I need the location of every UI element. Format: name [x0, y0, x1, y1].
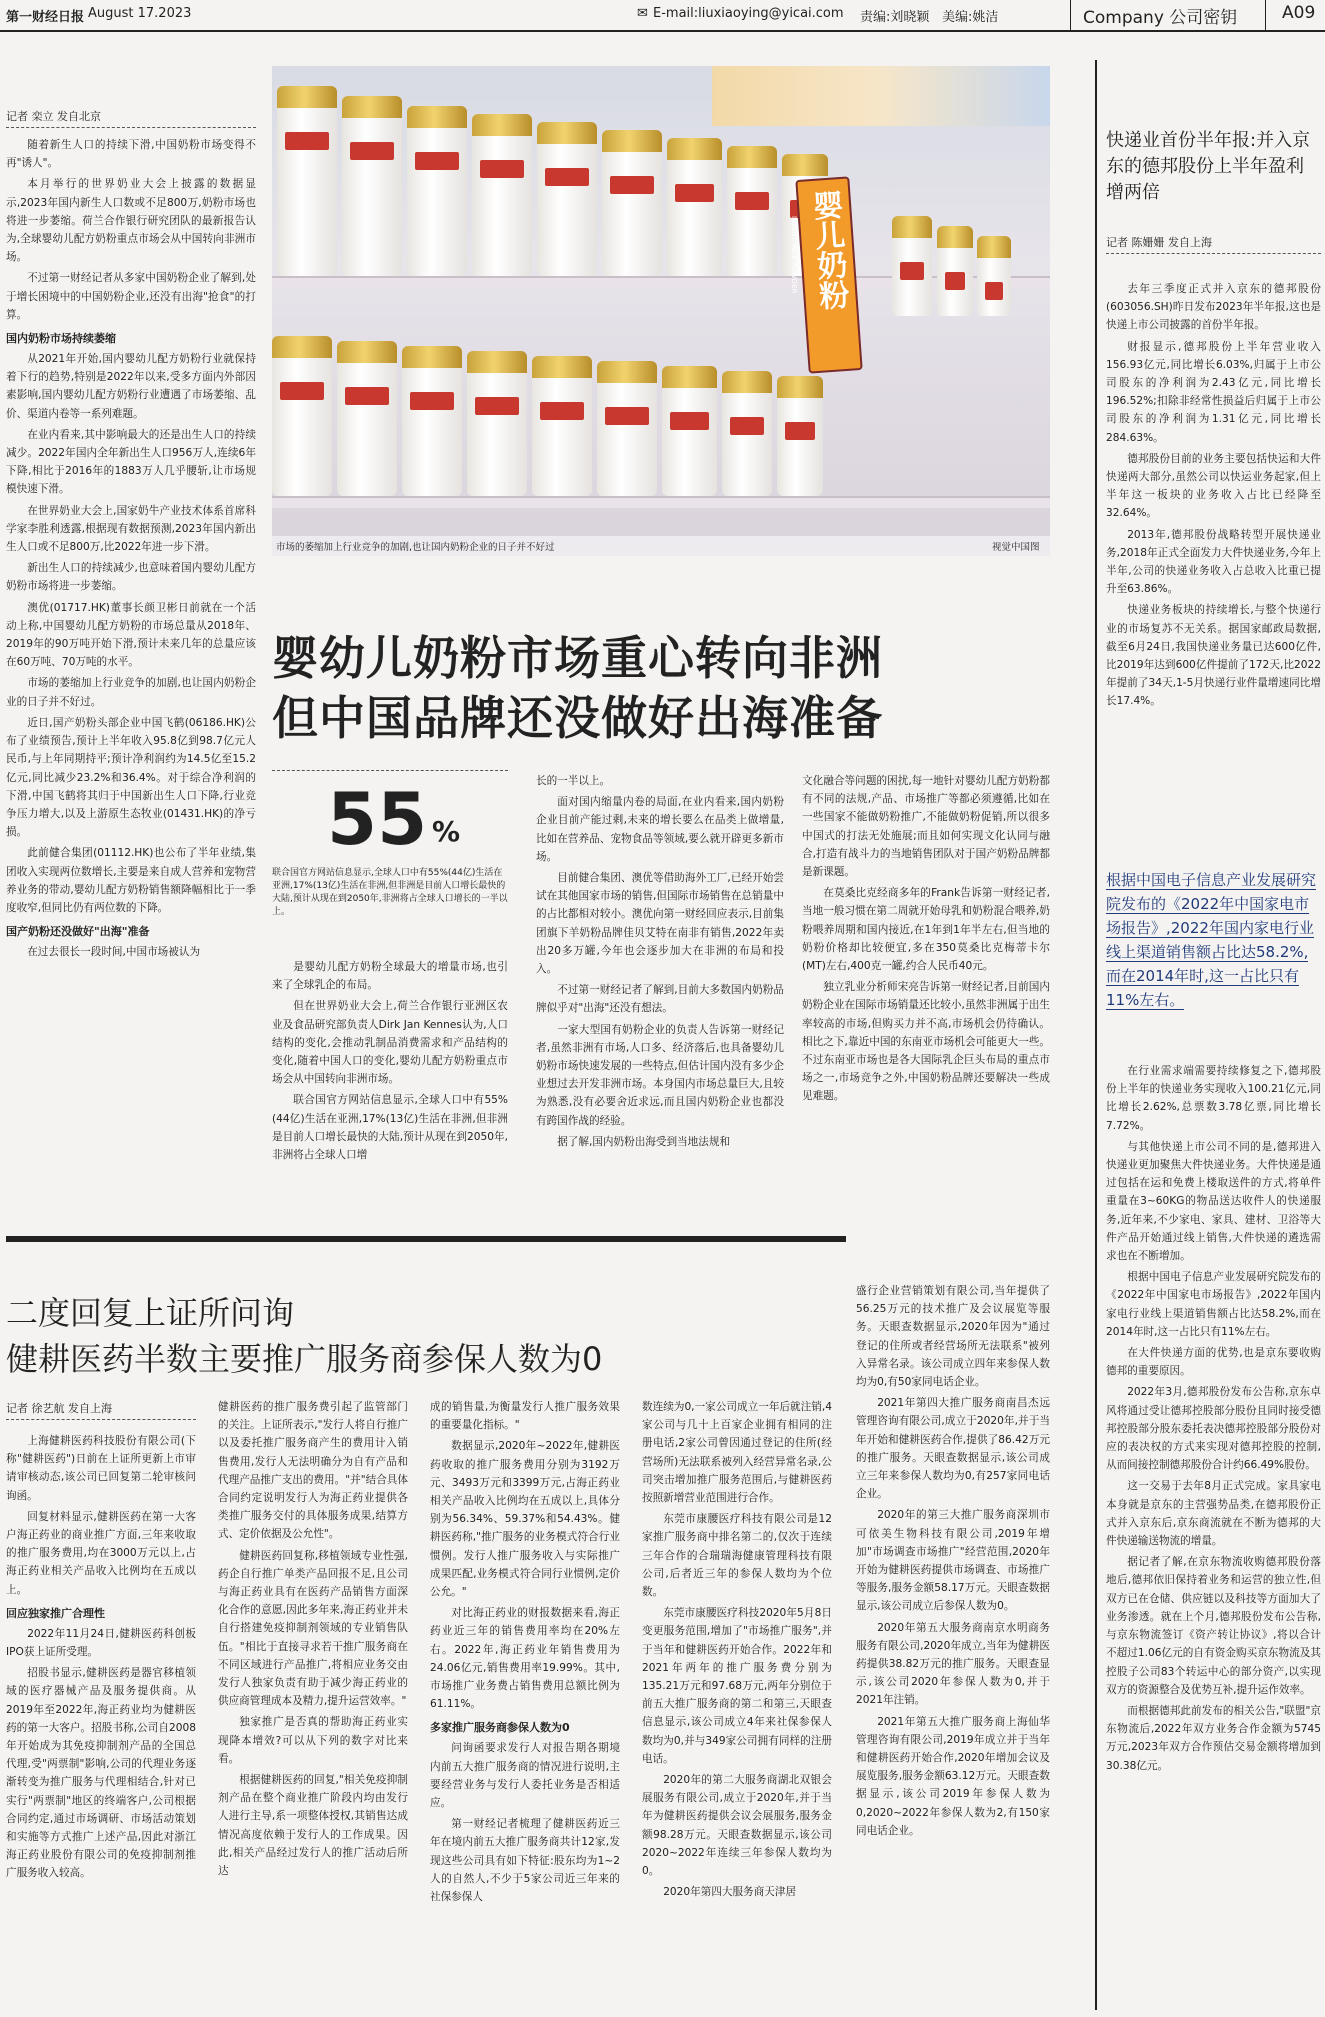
- header-divider: [1265, 0, 1266, 30]
- paragraph: 这一交易于去年8月正式完成。家具家电本身就是京东的主营强势品类,在德邦股份正式并入京东后,京东商流就在不断为德邦的大件快递输送物流的增量。: [1106, 1480, 1321, 1548]
- main-title: [272, 628, 1072, 748]
- paragraph: 在业内看来,其中影响最大的还是出生人口的持续减少。2022年国内全年新出生人口956万人,连续6年下降,相比于2016年的1883万人几乎腰斩,让市场规模快速下滑。: [6, 428, 256, 496]
- main-title-line2: 但中国品牌还没做好出海准备: [272, 691, 883, 745]
- stat-box: [272, 770, 508, 921]
- milk-can: [467, 351, 527, 496]
- paragraph: 第一财经记者梳理了健耕医药近三年在境内前五大推广服务商共计12家,发现这些公司具有如下特征:股东均为1~2人的自然人,不少于5家公司近三年来的社保参保人: [430, 1818, 620, 1904]
- paragraph: 不过第一财经记者从多家中国奶粉企业了解到,处于增长困境中的中国奶粉企业,还没有出海"抢食"的打算。: [6, 272, 256, 321]
- side-column-a: [1106, 280, 1321, 860]
- subheading: 多家推广服务商参保人数为0: [430, 1721, 570, 1735]
- column-rule: [1095, 60, 1097, 2010]
- milk-can: [602, 130, 662, 276]
- side-column-b: [1106, 1062, 1321, 2010]
- main-title-line1: 婴幼儿奶粉市场重心转向非洲: [272, 631, 883, 685]
- paragraph: 市场的萎缩加上行业竞争的加剧,也让国内奶粉企业的日子并不好过。: [6, 677, 256, 708]
- paragraph: 去年三季度正式并入京东的德邦股份(603056.SH)昨日发布2023年半年报,这也是快递上市公司披露的首份半年报。: [1106, 283, 1321, 332]
- side-title: 快递业首份半年报:并入京东的德邦股份上半年盈利增两倍: [1106, 130, 1311, 203]
- paragraph: 财报显示,德邦股份上半年营业收入156.93亿元,同比增长6.03%,归属于上市公司股东的净利润为2.43亿元,同比增长196.52%;扣除非经常性损益后归属于上市公司股东的净利润为1.31亿元,同比增长284.63%。: [1106, 340, 1321, 444]
- paragraph: 在过去很长一段时间,中国市场被认为: [27, 946, 201, 959]
- bottom-column-3: [430, 1398, 620, 2010]
- milk-can: [272, 336, 332, 496]
- paragraph: 问询函要求发行人对报告期各期境内前五大推广服务商的情况进行说明,主要经营业务与发行人委托业务是否相适应。: [430, 1742, 620, 1810]
- bottom-title-line2: 健耕医药半数主要推广服务商参保人数为0: [6, 1340, 603, 1378]
- milk-can: [727, 146, 777, 276]
- paragraph: 一家大型国有奶粉企业的负责人告诉第一财经记者,虽然非洲有市场,人口多、经济落后,也具备婴幼儿奶粉市场快速发展的一些特点,但估计国内没有多少企业想过去开发非洲市场。本身国内市场总量巨大,且较为熟悉,没有必要舍近求远,而且国内奶粉企业也都没有跨国作战的经验。: [536, 1023, 784, 1127]
- mail-icon: ✉: [637, 6, 648, 21]
- milk-can: [667, 138, 722, 276]
- paragraph: 在世界奶业大会上,国家奶牛产业技术体系首席科学家李胜利透露,根据现有数据预测,2023年国内新出生人口或不足800万,比2022年进一步下滑。: [6, 504, 256, 554]
- milk-can: [537, 122, 597, 276]
- milk-can: [407, 106, 467, 276]
- page-header: [0, 0, 1325, 32]
- paragraph: 文化融合等问题的困扰,每一地针对婴幼儿配方奶粉都有不同的法规,产品、市场推广等都必须遵循,比如在一些国家不能做奶粉推广,不能做奶粉促销,所以很多中国式的打法无处施展;而且如何实现文化认同与融合,打造有战斗力的当地销售团队对于国产奶粉品牌都是新课题。: [802, 775, 1050, 879]
- paragraph: 2022年3月,德邦股份发布公告称,京东卓风将通过受让德邦控股部分股份且同时接受德邦控股部分股东委托表决德邦控股部分股份对应的表决权的方式来实现对德邦控股的控制,从而间接控制德邦股份合计约66.49%股份。: [1106, 1386, 1321, 1472]
- milk-can: [472, 114, 532, 276]
- paragraph: 但在世界奶业大会上,荷兰合作银行亚洲区农业及食品研究部负责人Dirk Jan Kennes认为,人口结构的变化,会推动乳制品消费需求和产品结构的变化,随着中国人口的变化,婴幼儿配方奶粉重点市场会从中国转向非洲市场。: [272, 1000, 508, 1086]
- subheading: 国产奶粉还没做好"出海"准备: [6, 925, 150, 939]
- bottom-column-2: [218, 1398, 408, 2010]
- paragraph: 目前健合集团、澳优等借助海外工厂,已经开始尝试在其他国家市场的销售,但国际市场销售在总销量中的占比都相对较小。澳优向第一财经回应表示,目前集团旗下羊奶粉品牌佳贝艾特在南非有销售,2022年卖出20多万罐,今年也会逐步加大在非洲的布局和投入。: [536, 872, 784, 976]
- bottom-column-5: [856, 1282, 1050, 2010]
- milk-can: [597, 361, 657, 496]
- milk-can: [402, 346, 462, 496]
- paragraph: 2013年,德邦股份战略转型开展快递业务,2018年正式全面发力大件快递业务,今年上半年,公司的快递业务收入占总收入比重已提升至63.86%。: [1106, 528, 1321, 596]
- bottom-column-1: [6, 1432, 196, 2010]
- shelf-sign-subtext: INFANT MILK POWDER: [790, 216, 798, 294]
- paragraph: 在行业需求端需要持续修复之下,德邦股份上半年的快递业务实现收入100.21亿元,同比增长2.62%,总票数3.78亿票,同比增长7.72%。: [1106, 1065, 1321, 1132]
- paragraph: 回复材料显示,健耕医药在第一大客户海正药业的商业推广方面,三年来收取的推广服务费用,均在3000万元以上,占海正药业相关产品收入比例均在五成以上。: [6, 1510, 196, 1596]
- milk-can: [937, 226, 973, 316]
- paragraph: 快递业务板块的持续增长,与整个快递行业的市场复苏不无关系。据国家邮政局数据,截至6月24日,我国快递业务量已达600亿件,比2019年达到600亿件提前了172天,比2022年提前了34天,1-5月快递行业件量增速同比增长17.4%。: [1106, 604, 1321, 708]
- paragraph: 根据健耕医药的回复,"相关免疫抑制剂产品在整个商业推广阶段内均由发行人进行主导,系一项整体授权,其销售达成情况高度依赖于发行人的工作成果。因此,相关产品经过发行人的推广活动后所达: [218, 1774, 408, 1878]
- main-column-2: [272, 958, 508, 1218]
- page-number: A09: [1282, 3, 1316, 23]
- paragraph: 2021年第五大推广服务商上海仙华管理咨询有限公司,2019年成立并于当年和健耕医药开始合作,2020年增加会议及展览服务,服务金额63.12万元。天眼查数据显示,该公司2019年参保人数为0,2020~2022年参保人数为2,有150家同电话企业。: [856, 1715, 1050, 1837]
- paragraph: 2020年第四大服务商天津居: [663, 1886, 797, 1899]
- designer: 美编:姚洁: [942, 10, 999, 25]
- shelf-photo: [272, 66, 1050, 556]
- paragraph: 联合国官方网站信息显示,全球人口中有55%(44亿)生活在亚洲,17%(13亿)生活在非洲,但非洲是目前人口增长最快的大陆,预计从现在到2050年,非洲将占全球人口增: [272, 1094, 508, 1162]
- paragraph: 健耕医药回复称,移植领域专业性强,药企自行推广单类产品回报不足,且公司与海正药业具有在医药产品销售方面深化合作的意愿,因此多年来,海正药业并未自行搭建免疫抑制剂领域的专业销售队伍。"相比于直接寻求若干推广服务商在不同区域进行产品推广,将相应业务交由发行人独家负责有助于减少海正药业的供应商管理成本及精力,提升运营效率。": [218, 1549, 408, 1708]
- milk-can: [532, 356, 592, 496]
- paragraph: 招股书显示,健耕医药是器官移植领域的医疗器械产品及服务提供商。从2019年至2022年,海正药业均为健耕医药的第一大客户。招股书称,公司自2008年开始成为其免疫抑制剂产品的全国总代理,受"两票制"影响,公司的代理业务逐渐转变为推广服务与代理相结合,针对已实行"两票制"地区的终端客户,公司根据合同约定,通过市场调研、市场活动策划和实施等方式推广上述产品,因此对浙江海正药业股份有限公司的免疫抑制剂推广服务收入较高。: [6, 1667, 196, 1880]
- subheading: 国内奶粉市场持续萎缩: [6, 332, 116, 346]
- stat-unit: %: [432, 815, 461, 848]
- paragraph: 此前健合集团(01112.HK)也公布了半年业绩,集团收入实现两位数增长,主要是来自成人营养和宠物营养业务的带动,婴幼儿配方奶粉销售额降幅相比于一季度收窄,但同比仍有两位数的下降。: [6, 847, 256, 914]
- pull-quote-text: 根据中国电子信息产业发展研究院发布的《2022年中国家电市场报告》,2022年国内家电行业线上渠道销售额占比达58.2%,而在2014年时,这一占比只有11%左右。: [1106, 871, 1317, 1009]
- paragraph: 近日,国产奶粉头部企业中国飞鹤(06186.HK)公布了业绩预告,预计上半年收入95.8亿到98.7亿元人民币,与上年同期持平;预计净利润约为14.5亿至15.2亿元,同比减少23.2%和36.4%。对于综合净利润的下滑,中国飞鹤将其归于中国新出生人口下降,行业竞争压力增大,以及上游原生态牧业(01431.HK)的净亏损。: [6, 716, 256, 839]
- milk-can: [722, 371, 772, 496]
- paragraph: 据了解,国内奶粉出海受到当地法规和: [557, 1135, 731, 1148]
- milk-can: [337, 341, 397, 496]
- paragraph: 健耕医药的推广服务费引起了监管部门的关注。上证所表示,"发行人将自行推广以及委托推广服务商产生的费用计入销售费用,发行人无法明确分为自有产品和代理产品推广支出的费用。"并"结合具体合同约定说明发行人为海正药业提供各类推广服务交付的具体服务成果,结算方式、定价依据及公允性"。: [218, 1401, 408, 1541]
- main-byline: 记者 栾立 发自北京: [6, 108, 256, 128]
- paragraph: 2020年第五大服务商南京水明商务服务有限公司,2020年成立,当年为健耕医药提供38.82万元的推广服务。天眼查显示,该公司2020年参保人数为0,并于2021年注销。: [856, 1621, 1050, 1707]
- paragraph: 东莞市康腰医疗科技2020年5月8日变更服务范围,增加了"市场推广服务",并于当年和健耕医药开始合作。2022年和2021年两年的推广服务费分别为135.21万元和97.68万元,两年分别位于前五大推广服务商的第二和第三,天眼查信息显示,该公司成立4年来社保参保人数均为0,并与349家公司拥有同样的注册电话。: [642, 1607, 832, 1765]
- paragraph: 上海健耕医药科技股份有限公司(下称"健耕医药")日前在上证所更新上市审请审核动态,该公司已回复第二轮审核问询函。: [6, 1435, 196, 1502]
- paragraph: 是婴幼儿配方奶粉全球最大的增量市场,也引来了全球乳企的布局。: [272, 961, 508, 992]
- paragraph: 独立乳业分析师宋亮告诉第一财经记者,目前国内奶粉企业在国际市场销量还比较小,虽然非洲属于出生率较高的市场,但购买力并不高,市场机会仍待确认。相比之下,靠近中国的东南亚市场机会可能更大一些。不过东南亚市场也是各大国际乳企巨头布局的重点市场之一,市场竞争之外,中国奶粉品牌还要解决一些成见难题。: [802, 981, 1050, 1103]
- main-column-3: [536, 772, 784, 1218]
- paragraph: 本月举行的世界奶业大会上披露的数据显示,2023年国内新生人口数或不足800万,奶粉市场也将进一步萎缩。荷兰合作银行研究团队的最新报告认为,全球婴幼儿配方奶粉重点市场会从中国转向非洲市场。: [6, 178, 256, 264]
- paragraph: 新出生人口的持续减少,也意味着国内婴幼儿配方奶粉市场将进一步萎缩。: [6, 562, 256, 593]
- paragraph: 从2021年开始,国内婴幼儿配方奶粉行业就保持着下行的趋势,特别是2022年以来,受多方面内外部因素影响,国内婴幼儿配方奶粉行业遭遇了市场萎缩、乱价、渠道内卷等一系列难题。: [6, 353, 256, 420]
- stat-description: 联合国官方网站信息显示,全球人口中有55%(44亿)生活在亚洲,17%(13亿)生活在非洲,但非洲是目前人口增长最快的大陆,预计从现在到2050年,非洲将占全球人口增长的一半以上。: [272, 868, 508, 917]
- paragraph: 成的销售量,为衡量发行人推广服务效果的重要量化指标。": [430, 1401, 620, 1432]
- newspaper-name: 第一财经日报: [6, 10, 85, 25]
- header-divider: [1070, 0, 1071, 30]
- shelf: [272, 496, 1050, 508]
- paragraph: 2021年第四大推广服务商南昌杰远管理咨询有限公司,成立于2020年,并于当年开始和健耕医药合作,提供了86.42万元的推广服务。天眼查数据显示,该公司成立三年来参保人数均为0,有257家同电话企业。: [856, 1397, 1050, 1501]
- editor-email: E-mail:liuxiaoying@yicai.com: [653, 6, 844, 21]
- paragraph: 不过第一财经记者了解到,目前大多数国内奶粉品牌似乎对"出海"还没有想法。: [536, 984, 784, 1015]
- main-column-4: [802, 772, 1050, 1218]
- section-name: Company 公司密钥: [1083, 8, 1238, 28]
- section-rule: [6, 1236, 846, 1242]
- paragraph: 独家推广是否真的帮助海正药业实现降本增效?可以从下列的数字对比来看。: [218, 1716, 408, 1765]
- paragraph: 澳优(01717.HK)董事长颜卫彬日前就在一个活动上称,中国婴幼儿配方奶粉的市场总量从2018年、2019年的90万吨开始下滑,预计未来几年的总量应该在60万吨、70万吨的水平。: [6, 601, 256, 669]
- paragraph: 据记者了解,在京东物流收购德邦股份落地后,德邦依旧保持着业务和运营的独立性,但双方已在仓储、供应链以及科技等方面加大了业务渗透。就在上个月,德邦股份发布公告称,与京东物流签订《资产转让协议》,将以合计不超过1.06亿元的自有资金购买京东物流及其控股子公司83个转运中心的部分资产,以实现双方的资源整合及优势互补,提升运作效率。: [1106, 1556, 1321, 1696]
- paragraph: 与其他快递上市公司不同的是,德邦进入快递业更加聚焦大件快递业务。大件快递是通过包括在运和免费上楼取送件的方式,将单件重量在3~60KG的物品送达收件人的快递服务,近年来,不少家电、家具、建材、卫浴等大件产品开始通过线上销售,大件快递的遴选需求也在不断增加。: [1106, 1140, 1321, 1263]
- bottom-byline: 记者 徐艺航 发自上海: [6, 1400, 196, 1420]
- paragraph: 在莫桑比克经商多年的Frank告诉第一财经记者,当地一般习惯在第二周就开始母乳和奶粉混合喂养,奶粉喂养周期和国内接近,在1年到1年半左右,但当地的奶粉价格却比较便宜,多在350莫桑比克梅蒂卡尔(MT)左右,400克一罐,约合人民币40元。: [802, 887, 1050, 973]
- subheading: 回应独家推广合理性: [6, 1606, 105, 1620]
- milk-can: [342, 96, 402, 276]
- paragraph: 2020年的第二大服务商湖北双银会展服务有限公司,成立于2020年,并于当年为健耕医药提供会议会展服务,服务金额98.28万元。天眼查数据显示,该公司2020~2022年连续三年参保人数均为0。: [642, 1774, 832, 1878]
- photo-credit: 视觉中国图: [992, 542, 1040, 553]
- milk-can: [277, 86, 337, 276]
- paragraph: 数据显示,2020年~2022年,健耕医药收取的推广服务费用分别为3192万元、3493万元和3399万元,占海正药业相关产品收入比例均在五成以上,具体分别为56.34%、59.37%和54.43%。健耕医药称,"推广服务的业务模式符合行业惯例。发行人推广服务收入与实际推广成果匹配,业务模式符合同行业惯例,定价公允。": [430, 1440, 620, 1599]
- paragraph: 东莞市康腰医疗科技有限公司是12家推广服务商中排名第二的,仅次于连续三年合作的合瑞瑞海健康管理科技有限公司,后者近三年的参保人数均为个位数。: [642, 1513, 832, 1599]
- paragraph: 德邦股份目前的业务主要包括快运和大件快递两大部分,虽然公司以快运业务起家,但上半年这一板块的业务收入占比已经降至32.64%。: [1106, 452, 1321, 520]
- bottom-column-4: [642, 1398, 832, 2010]
- issue-date: August 17.2023: [88, 6, 192, 21]
- editor: 责编:刘晓颖: [860, 10, 930, 25]
- shelf-sign: [795, 176, 862, 373]
- store-banner: [712, 66, 1050, 126]
- milk-can: [662, 366, 717, 496]
- stat-value: 55: [327, 777, 428, 861]
- photo-caption: 市场的萎缩加上行业竞争的加剧,也让国内奶粉企业的日子并不好过: [276, 542, 555, 553]
- shelf: [272, 276, 1050, 288]
- paragraph: 面对国内缩量内卷的局面,在业内看来,国内奶粉企业目前产能过剩,未来的增长要么在品类上做增量,比如在营养品、宠物食品等领域,要么就开辟更多新市场。: [536, 796, 784, 863]
- paragraph: 根据中国电子信息产业发展研究院发布的《2022年中国家电市场报告》,2022年国内家电行业线上渠道销售额占比达58.2%,而在2014年时,这一占比只有11%左右。: [1106, 1271, 1321, 1338]
- main-column-1: [6, 136, 256, 1216]
- paragraph: 2022年11月24日,健耕医药科创板IPO获上证所受理。: [6, 1627, 196, 1659]
- milk-can: [977, 236, 1011, 316]
- shelf-sign-text: 婴儿奶粉: [806, 188, 850, 312]
- side-byline: 记者 陈姗姗 发自上海: [1106, 234, 1321, 254]
- side-pull-quote: [1106, 868, 1321, 1012]
- paragraph: 对比海正药业的财报数据来看,海正药业近三年的销售费用率均在20%左右。2022年,海正药业年销售费用为24.06亿元,销售费用率19.99%。其中,市场推广业务费占销售费用总额比例为61.11%。: [430, 1607, 620, 1711]
- paragraph: 随着新生人口的持续下滑,中国奶粉市场变得不再"诱人"。: [6, 139, 256, 170]
- paragraph: 而根据德邦此前发布的相关公告,"联盟"京东物流后,2022年双方业务合作金额为5745万元,2023年双方合作预估交易金额将增加到30.38亿元。: [1106, 1704, 1321, 1772]
- paragraph: 在大件快递方面的优势,也是京东要收购德邦的重要原因。: [1106, 1347, 1321, 1378]
- paragraph: 盛行企业营销策划有限公司,当年提供了56.25万元的技术推广及会议展览等服务。天眼查数据显示,2020年因为"通过登记的住所或者经营场所无法联系"被列入异常名录。该公司成立四年来参保人数均为0,有50家同电话企业。: [856, 1285, 1050, 1389]
- milk-can: [777, 376, 823, 496]
- bottom-title-line1: 二度回复上证所问询: [6, 1294, 295, 1332]
- paragraph: 数连续为0,一家公司成立一年后就注销,4家公司与几十上百家企业拥有相同的注册电话,2家公司曾因通过登记的住所(经营场所)无法联系被列入经营异常名录,公司突击增加推广服务范围后,与健耕医药按照新增营业范围进行合作。: [642, 1401, 832, 1505]
- paragraph: 长的一半以上。: [536, 775, 611, 787]
- paragraph: 2020年的第三大推广服务商深圳市可依美生物科技有限公司,2019年增加"市场调查市场推广"经营范围,2020年开始为健耕医药提供市场调查、市场推广等服务,服务金额58.17万元。天眼查数据显示,该公司成立后参保人数为0。: [856, 1509, 1050, 1613]
- milk-can: [892, 216, 932, 316]
- bottom-title: [6, 1290, 846, 1382]
